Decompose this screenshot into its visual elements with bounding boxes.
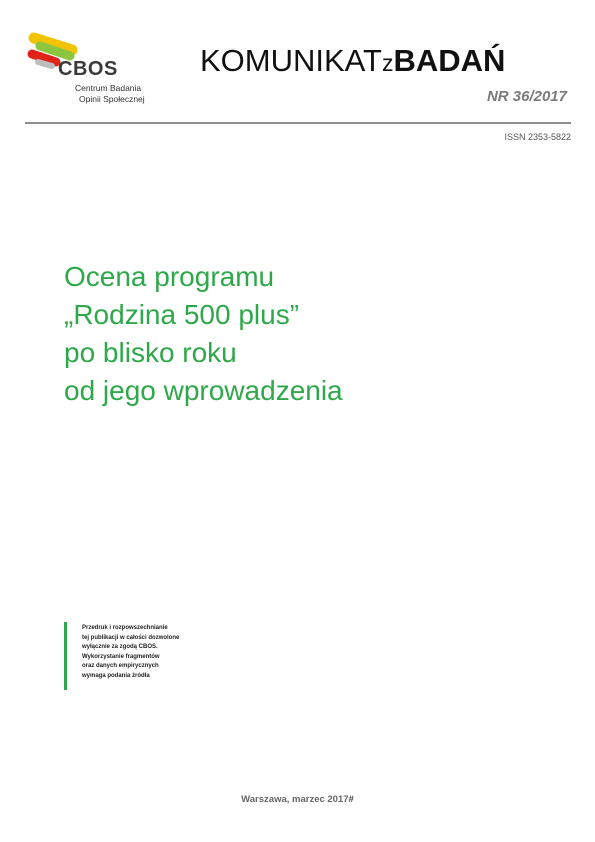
- logo-subtitle-line1: Centrum Badania: [75, 83, 142, 93]
- header-divider: [25, 122, 571, 124]
- title-line: „Rodzina 500 plus”: [64, 299, 300, 330]
- note-line: tej publikacji w całości dozwolone: [82, 634, 180, 641]
- logo-wordmark: CBOS: [58, 58, 118, 80]
- title-line: po blisko roku: [64, 337, 237, 368]
- series-word-komunikat: KOMUNIKAT: [200, 43, 382, 78]
- issn: ISSN 2353-5822: [504, 132, 571, 142]
- footer-text: Warszawa, marzec 2017: [241, 794, 349, 805]
- title-line: od jego wprowadzenia: [64, 375, 343, 406]
- series-word-badan: BADAŃ: [393, 43, 506, 78]
- title-line: Ocena programu: [64, 261, 275, 292]
- series-word-z: z: [382, 50, 394, 76]
- note-line: Przedruk i rozpowszechnianie: [82, 625, 168, 631]
- note-line: wyłącznie za zgodą CBOS.: [82, 644, 158, 651]
- note-accent-bar: [64, 622, 67, 690]
- note-line: oraz danych empirycznych: [82, 663, 159, 670]
- footer-place-date: [0, 794, 595, 805]
- logo-subtitle-line2: Opinii Społecznej: [79, 94, 145, 104]
- copyright-note: [82, 624, 222, 682]
- note-line: Wykorzystanie fragmentów: [82, 653, 160, 660]
- footer-mark: #: [348, 794, 354, 805]
- issue-number: NR 36/2017: [486, 88, 567, 105]
- note-line: wymaga podania źródła: [82, 672, 150, 679]
- report-title: [64, 258, 343, 410]
- publication-series-title: [200, 43, 505, 79]
